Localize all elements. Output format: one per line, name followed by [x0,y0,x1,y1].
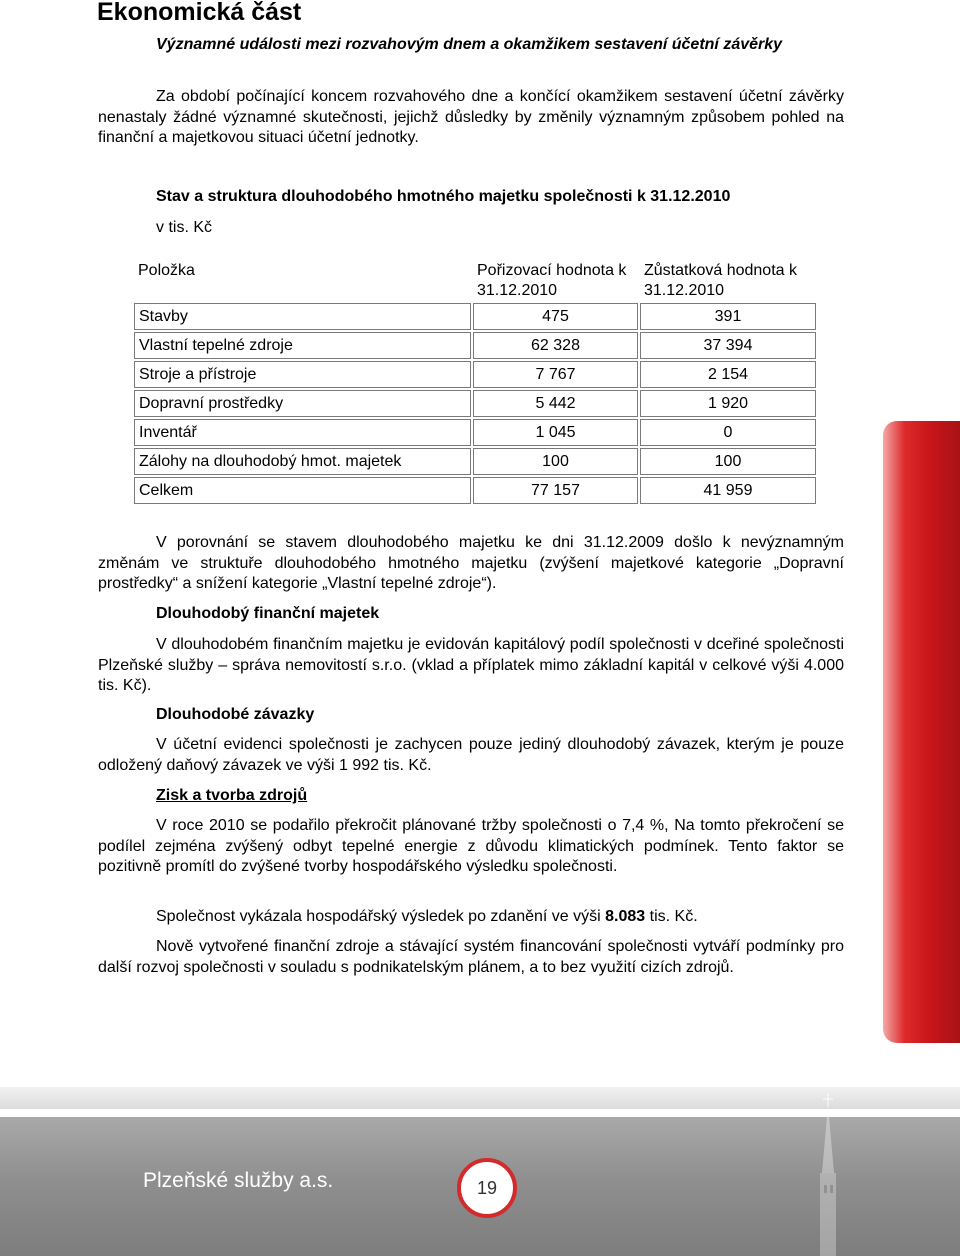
asset-table [132,258,818,506]
cell-item: Inventář [134,419,471,446]
cell-acquisition: 77 157 [473,477,638,504]
financial-paragraph: V dlouhodobém finančním majetku je evidován kapitálový podíl společnosti v dceřiné společnosti Plzeňské služby – správa nemovitostí s.r.o. (vklad a příplatek mimo základní kapitál v celkové výši 4.000 tis. Kč). [98,636,844,694]
cell-acquisition: 62 328 [473,332,638,359]
cell-acquisition: 7 767 [473,361,638,388]
table-row [134,390,816,417]
cell-item: Vlastní tepelné zdroje [134,332,471,359]
cell-residual: 41 959 [640,477,816,504]
cell-residual: 0 [640,419,816,446]
comparison-paragraph: V porovnání se stavem dlouhodobého majetku ke dni 31.12.2009 došlo k nevýznamným změnám ve struktuře dlouhodobého hmotného majetku (zvýšení majetkové kategorie „Dopravní prostředky“ a snížení kategorie „Vlastní tepelné zdroje“). [98,534,844,592]
header-residual: Zůstatková hodnota k 31.12.2010 [644,262,797,299]
table-row [134,361,816,388]
cell-item: Stroje a přístroje [134,361,471,388]
header-acquisition: Pořizovací hodnota k 31.12.2010 [477,262,627,299]
page-number-badge [457,1158,517,1218]
cell-acquisition: 1 045 [473,419,638,446]
cell-residual: 2 154 [640,361,816,388]
cell-residual: 37 394 [640,332,816,359]
profit-heading: Zisk a tvorba zdrojů [156,787,308,804]
church-tower-icon [808,1093,848,1256]
profit-value: 8.083 [605,908,646,925]
liabilities-paragraph: V účetní evidenci společnosti je zachycen pouze jediný dlouhodobý závazek, kterým je pouze odložený daňový závazek ve výši 1 992 tis. Kč. [98,736,844,774]
table-row [134,332,816,359]
financial-heading: Dlouhodobý finanční majetek [156,605,380,622]
liabilities-heading: Dlouhodobé závazky [156,706,315,723]
events-heading: Významné události mezi rozvahovým dnem a okamžikem sestavení účetní závěrky [156,36,783,53]
page-number: 19 [476,1178,498,1198]
table-unit: v tis. Kč [156,219,213,236]
cell-acquisition: 475 [473,303,638,330]
header-item: Položka [138,262,195,279]
cell-residual: 1 920 [640,390,816,417]
table-row [134,419,816,446]
cell-acquisition: 5 442 [473,390,638,417]
table-row [134,303,816,330]
cell-residual: 391 [640,303,816,330]
events-paragraph: Za období počínající koncem rozvahového dne a končící okamžikem sestavení účetní závěrky nenastaly žádné významné skutečnosti, jejichž důsledky by změnily významným způsobem pohled na finanční a majetkovou situaci účetní jednotky. [98,88,844,146]
profit-paragraph-1: V roce 2010 se podařilo překročit plánované tržby společnosti o 7,4 %, Na tomto překročení se podílel zejména zvýšený odbyt tepelné energie z důvodu klimatických podmínek. Tento faktor se pozitivně promítl do zvýšené tvorby hospodářského výsledku společnosti. [98,817,844,875]
cell-item: Stavby [134,303,471,330]
footer-company-name: Plzeňské služby a.s. [143,1169,334,1192]
profit-text-suffix: tis. Kč. [645,908,698,925]
profit-text-prefix: Společnost vykázala hospodářský výsledek po zdanění ve výši [156,908,606,925]
table-title: Stav a struktura dlouhodobého hmotného majetku společnosti k 31.12.2010 [156,188,731,205]
cell-acquisition: 100 [473,448,638,475]
cell-residual: 100 [640,448,816,475]
table-header-row [134,260,816,301]
profit-paragraph-3: Nově vytvořené finanční zdroje a stávající systém financování společnosti vytváří podmínky pro další rozvoj společnosti v souladu s podnikatelským plánem, a to bez využití cizích zdrojů. [98,938,844,976]
cell-item: Celkem [134,477,471,504]
page-title: Ekonomická část [97,0,302,26]
cell-item: Dopravní prostředky [134,390,471,417]
profit-paragraph-2 [156,907,698,927]
table-row-total [134,477,816,504]
table-row [134,448,816,475]
cell-item: Zálohy na dlouhodobý hmot. majetek [134,448,471,475]
side-accent-tab [883,421,960,1043]
